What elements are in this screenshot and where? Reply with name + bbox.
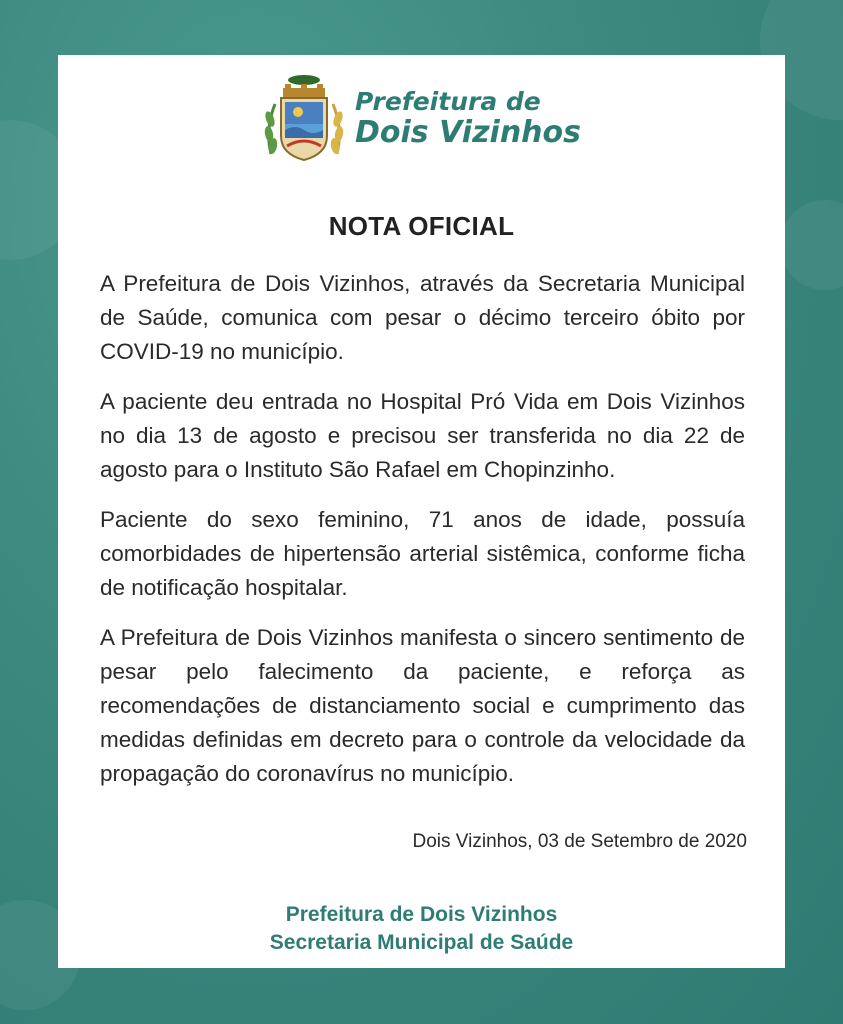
paragraph-3: Paciente do sexo feminino, 71 anos de idade, possuía comorbidades de hipertensão arterial sistêmica, conforme ficha de notificação hospitalar. xyxy=(100,507,745,600)
date-line: Dois Vizinhos, 03 de Setembro de 2020 xyxy=(412,831,747,852)
paragraph-2: A paciente deu entrada no Hospital Pró Vida em Dois Vizinhos no dia 13 de agosto e precisou ser transferida no dia 22 de agosto para o Instituto São Rafael em Chopinzinho. xyxy=(100,389,745,482)
brand-line-2: Dois Vizinhos xyxy=(355,115,581,150)
official-note-card xyxy=(58,55,785,968)
municipal-coat-of-arms-icon xyxy=(263,74,345,164)
paragraph-1: A Prefeitura de Dois Vizinhos, através da Secretaria Municipal de Saúde, comunica com pesar o décimo terceiro óbito por COVID-19 no município. xyxy=(100,271,745,364)
background-bubble xyxy=(780,200,843,290)
brand-text xyxy=(355,88,581,150)
note-body xyxy=(100,267,745,807)
footer-signature xyxy=(58,901,785,957)
page-title: NOTA OFICIAL xyxy=(328,211,515,241)
footer-line-1: Prefeitura de Dois Vizinhos xyxy=(285,903,558,926)
brand-line-1: Prefeitura de xyxy=(355,87,541,116)
header-logo xyxy=(263,73,581,165)
paragraph-4: A Prefeitura de Dois Vizinhos manifesta o sincero sentimento de pesar pelo falecimento da paciente, e reforça as recomendações de distanciamento social e cumprimento das medidas definidas em decreto para o controle da velocidade da propagação do coronavírus no município. xyxy=(100,625,745,786)
footer-line-2: Secretaria Municipal de Saúde xyxy=(269,931,574,954)
